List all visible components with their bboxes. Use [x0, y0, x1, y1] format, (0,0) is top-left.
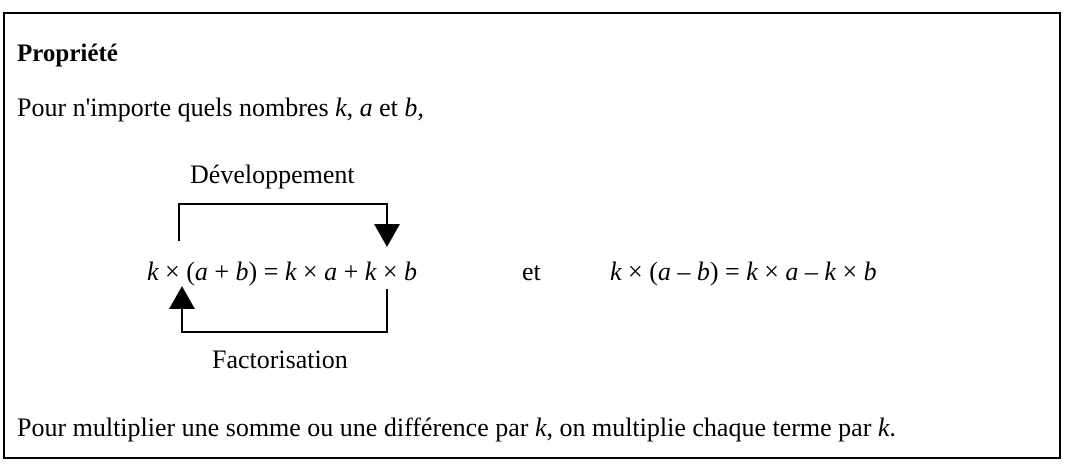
factorisation-label: Factorisation [212, 345, 348, 374]
intro-sep: , [346, 93, 360, 122]
var-a: a [324, 257, 338, 286]
var-k: k [147, 257, 159, 286]
var-k: k [746, 257, 758, 286]
var-a: a [785, 257, 799, 286]
var-b: b, [404, 93, 424, 122]
eq-operator: ) = [709, 257, 747, 286]
eq-operator: – [670, 257, 697, 286]
var-a: a [194, 257, 208, 286]
var-a: a [359, 93, 373, 122]
conclusion-sentence [17, 415, 896, 441]
eq-operator: – [798, 257, 825, 286]
var-k: k [877, 413, 890, 442]
eq-operator: ) = [248, 257, 285, 286]
var-k: k [364, 257, 377, 286]
var-k: k [610, 257, 622, 286]
var-k: k [824, 257, 836, 286]
eq-operator: × [296, 257, 325, 286]
var-k: k [534, 413, 547, 442]
var-b: b [696, 257, 710, 286]
eq-operator: + [337, 257, 365, 286]
var-k: k [335, 93, 347, 122]
eq-operator: × [376, 257, 404, 286]
var-b: b [403, 257, 417, 286]
eq-operator: × ( [621, 257, 658, 286]
eq-operator: × [835, 257, 864, 286]
var-b: b [235, 257, 249, 286]
developpement-label: Développement [190, 160, 355, 189]
connector-et: et [522, 257, 541, 286]
developpement-arrow [179, 204, 400, 247]
conclusion-text: Pour multiplier une somme ou une différence par [17, 413, 535, 442]
var-b: b [863, 257, 877, 286]
conclusion-text: , on multiplie chaque terme par [546, 413, 878, 442]
intro-sep: et [372, 93, 405, 122]
eq-operator: × ( [158, 257, 195, 286]
intro-text: Pour n'importe quels nombres [17, 93, 336, 122]
property-title: Propriété [17, 40, 118, 67]
conclusion-text: . [889, 413, 896, 442]
eq-operator: + [207, 257, 236, 286]
eq-operator: × [757, 257, 786, 286]
var-k: k [284, 257, 297, 286]
factorisation-arrow [169, 286, 387, 332]
var-a: a [657, 257, 671, 286]
